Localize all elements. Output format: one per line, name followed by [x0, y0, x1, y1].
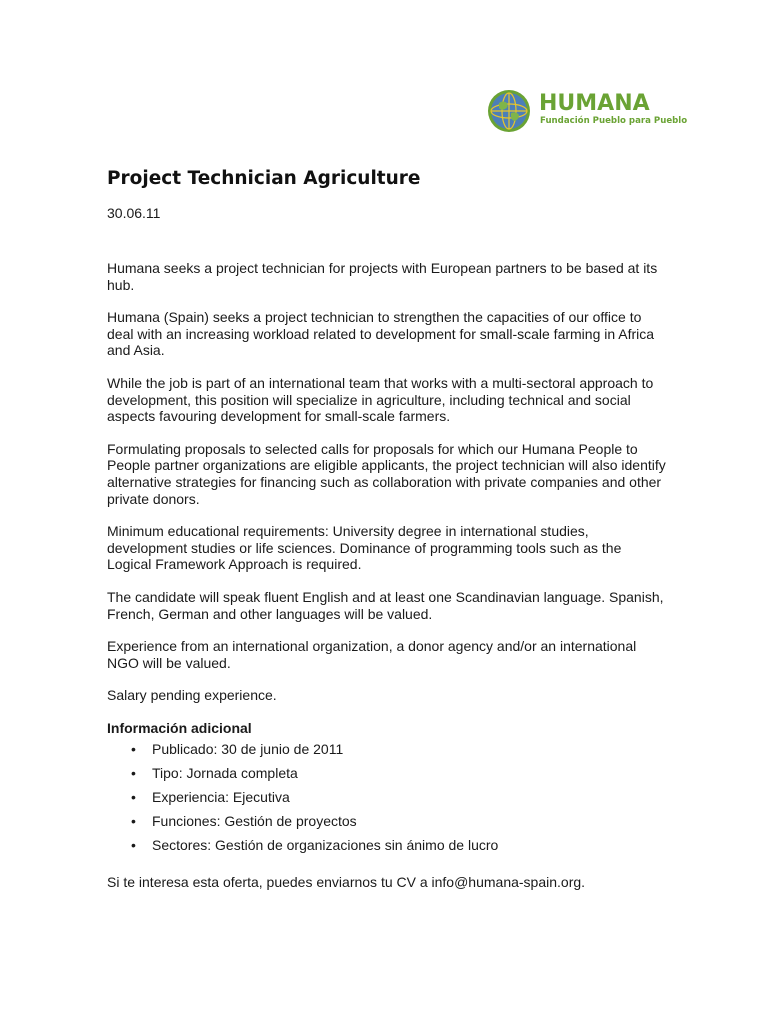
paragraph-office: Humana (Spain) seeks a project technician to strengthen the capacities of our office to deal with an increasing workload related to development for small-scale farming in Africa and Asia. — [107, 309, 655, 359]
list-item-text: Funciones: Gestión de proyectos — [152, 812, 357, 829]
list-item-text: Sectores: Gestión de organizaciones sin ánimo de lucro — [152, 836, 499, 853]
list-item — [107, 813, 667, 830]
bullet-icon: • — [131, 812, 136, 829]
humana-logo — [487, 89, 688, 133]
list-item — [107, 837, 667, 854]
posting-date: 30.06.11 — [107, 205, 161, 221]
bullet-icon: • — [131, 740, 136, 757]
paragraph-education: Minimum educational requirements: University degree in international studies, development studies or life sciences. Dominance of programming tools such as the Logical Framework Approach is required. — [107, 523, 622, 573]
globe-icon — [487, 89, 531, 133]
logo-name: HUMANA — [539, 91, 650, 116]
bullet-icon: • — [131, 836, 136, 853]
paragraph-salary: Salary pending experience. — [107, 687, 277, 704]
list-item — [107, 765, 667, 782]
job-posting — [107, 166, 667, 891]
logo-tagline: Fundación Pueblo para Pueblo — [540, 116, 688, 126]
additional-info-list — [107, 741, 667, 854]
page-title: Project Technician Agriculture — [107, 168, 421, 189]
paragraph-proposals: Formulating proposals to selected calls for proposals for which our Humana People to People partner organizations are eligible applicants, the project technician will also identify alternative strategies for financing such as collaboration with private companies and other private donors. — [107, 440, 666, 507]
contact-line: Si te interesa esta oferta, puedes enviarnos tu CV a info@humana-spain.org. — [107, 873, 586, 890]
paragraph-experience: Experience from an international organization, a donor agency and/or an international NGO will be valued. — [107, 638, 637, 671]
bullet-icon: • — [131, 764, 136, 781]
paragraph-team: While the job is part of an international team that works with a multi-sectoral approach to development, this position will specialize in agriculture, including technical and social aspects favouring development for small-scale farmers. — [107, 374, 654, 425]
additional-info-heading: Información adicional — [107, 719, 252, 736]
list-item-text: Experiencia: Ejecutiva — [152, 788, 290, 805]
list-item — [107, 789, 667, 806]
paragraph-languages: The candidate will speak fluent English and at least one Scandinavian language. Spanish, French, German and other languages will be valued. — [107, 588, 664, 622]
list-item-text: Tipo: Jornada completa — [152, 764, 298, 781]
paragraph-intro: Humana seeks a project technician for projects with European partners to be based at its hub. — [107, 260, 658, 293]
list-item-text: Publicado: 30 de junio de 2011 — [152, 740, 344, 757]
list-item — [107, 741, 667, 758]
bullet-icon: • — [131, 788, 136, 805]
